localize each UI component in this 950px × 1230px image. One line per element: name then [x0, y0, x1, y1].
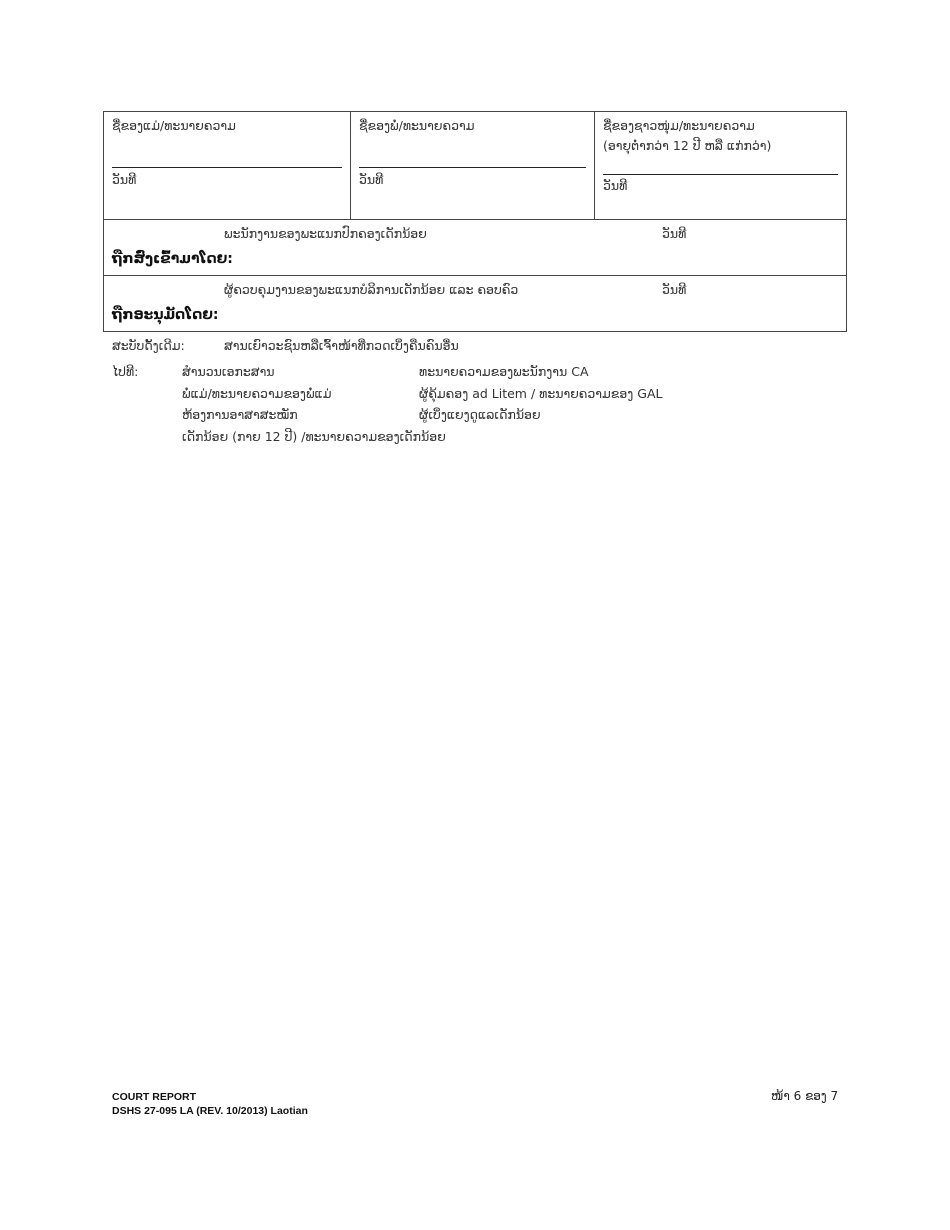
approved-by-label: ຖືກອະນຸມັດໂດຍ: — [112, 307, 219, 323]
distribution-item: ຫ້ອງການອາສາສະໝັກ — [182, 407, 298, 422]
footer-form-info — [112, 1090, 308, 1118]
mother-date-label: ວັນທີ — [112, 172, 137, 187]
original-value: ສານເຍົາວະຊົນຫລືເຈົ້າໜ້າທີ່ກວດເບິ່ງຄືນຄົນອື່ນ — [224, 338, 459, 353]
youth-signature-label — [603, 116, 771, 156]
supervisor-date-label: ວັນທີ — [662, 282, 687, 297]
distribution-item: ເດັກນ້ອຍ (ກາຍ 12 ປີ) /ທະນາຍຄວາມຂອງເດັກນ້ອຍ — [182, 429, 446, 444]
submitted-by-row — [104, 220, 846, 276]
original-label: ສະບັບດັ້ງເດີມ: — [112, 338, 185, 353]
distribution-to-label: ໄປທີ: — [112, 364, 139, 379]
signature-table — [103, 111, 847, 332]
youth-date-label: ວັນທີ — [603, 178, 628, 193]
father-date-label: ວັນທີ — [359, 172, 384, 187]
mother-signature-cell — [104, 112, 351, 219]
page-number: ໜ້າ 6 ຂອງ 7 — [771, 1089, 839, 1103]
distribution-item: ຜູ້ເບິ່ງແຍງດູແລເດັກນ້ອຍ — [419, 407, 541, 422]
distribution-item: ຜູ້ຄຸ້ມຄອງ ad Litem / ທະນາຍຄວາມຂອງ GAL — [419, 386, 663, 401]
distribution-item: ສຳນວນເອກະສານ — [182, 364, 275, 379]
caseworker-date-label: ວັນທີ — [662, 226, 687, 241]
approved-by-row — [104, 276, 846, 331]
father-signature-line[interactable] — [359, 167, 586, 168]
father-signature-label: ຊື່ຂອງພໍ່/ທະນາຍຄວາມ — [359, 118, 475, 133]
mother-signature-line[interactable] — [112, 167, 342, 168]
caseworker-role-label: ພະນັກງານຂອງພະແນກປົກຄອງເດັກນ້ອຍ — [224, 226, 427, 241]
signature-row — [104, 112, 846, 220]
youth-signature-line[interactable] — [603, 174, 838, 175]
footer-form-id: DSHS 27-095 LA (REV. 10/2013) Laotian — [112, 1105, 308, 1117]
youth-label-line1: ຊື່ຂອງຊາວໜຸ່ມ/ທະນາຍຄວາມ — [603, 118, 755, 133]
supervisor-role-label: ຜູ້ຄວບຄຸມງານຂອງພະແນກບໍລິການເດັກນ້ອຍ ແລະ ຄອບຄົວ — [224, 282, 519, 297]
youth-label-line2: (ອາຍຸຕ່ຳກວ່າ 12 ປີ ຫລື ແກ່ກວ່າ) — [603, 138, 772, 153]
distribution-item: ພໍ່ແມ່/ທະນາຍຄວາມຂອງພໍ່ແມ່ — [182, 386, 332, 401]
footer-title: COURT REPORT — [112, 1091, 196, 1103]
distribution-item: ທະນາຍຄວາມຂອງພະນັກງານ CA — [419, 364, 589, 379]
youth-signature-cell — [595, 112, 846, 219]
father-signature-cell — [351, 112, 595, 219]
submitted-by-label: ຖືກສົ່ງເຂົ້າມາໂດຍ: — [112, 251, 233, 267]
mother-signature-label: ຊື່ຂອງແມ່/ທະນາຍຄວາມ — [112, 118, 236, 133]
